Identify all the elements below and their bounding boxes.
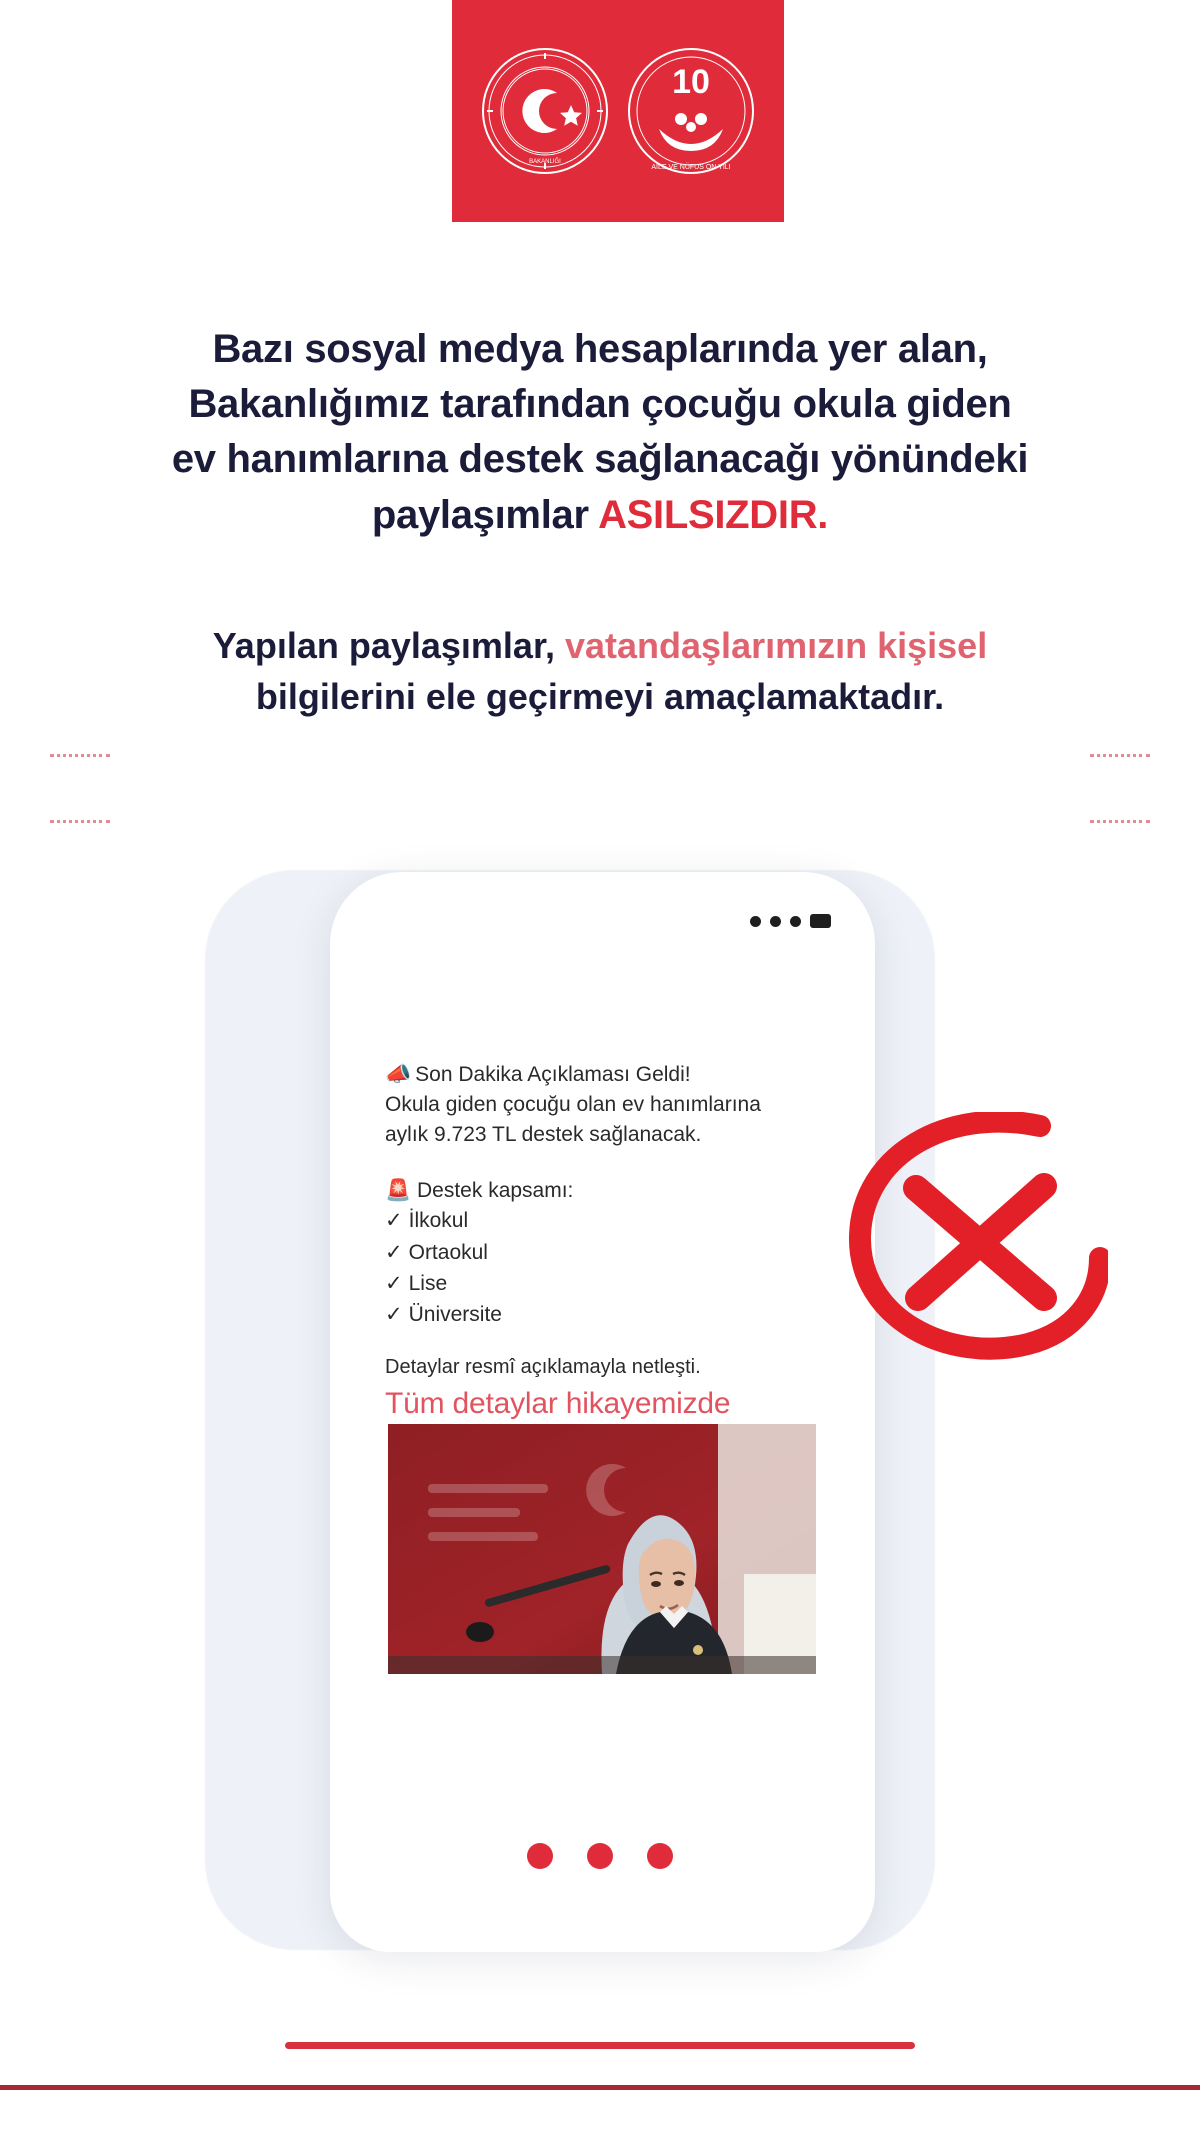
subheadline-line-1-pink: vatandaşlarımızın kişisel [564, 625, 988, 666]
status-bar [750, 914, 831, 928]
headline-line-4 [50, 488, 1150, 543]
post-scope-title [385, 1179, 825, 1203]
subheadline-block [50, 620, 1150, 722]
post-lead [385, 1060, 825, 1149]
headline-line-2: Bakanlığımız tarafından çocuğu okula giden [188, 382, 1012, 427]
dotted-divider-left [50, 754, 110, 757]
post-story-cta: Tüm detaylar hikayemizde [385, 1386, 731, 1420]
ministry-of-family-and-social-services-emblem [479, 45, 611, 177]
dotted-divider-right-2 [1090, 820, 1150, 823]
list-item [385, 1205, 825, 1236]
carousel-dot-1[interactable] [527, 1843, 553, 1869]
list-item [385, 1299, 825, 1330]
headline-line-1: Bazı sosyal medya hesaplarında yer alan, [212, 327, 988, 371]
battery-icon [810, 914, 831, 928]
list-item-label: Üniversite [408, 1302, 502, 1326]
family-and-population-decade-emblem [625, 45, 757, 177]
carousel-dots[interactable] [0, 1843, 1200, 1869]
minister-press-conference-photo [388, 1424, 816, 1674]
list-item [385, 1237, 825, 1268]
extra-dot-icon [790, 916, 801, 927]
footer-divider [285, 2042, 915, 2049]
headline-block [50, 322, 1150, 543]
check-icon: ✓ [385, 1271, 403, 1295]
siren-icon: 🚨 [385, 1179, 412, 1203]
list-item-label: Ortaokul [408, 1240, 488, 1264]
headline-line-3: ev hanımlarına destek sağlanacağı yönündeki [171, 437, 1029, 482]
carousel-dot-2[interactable] [587, 1843, 613, 1869]
check-icon: ✓ [385, 1240, 403, 1264]
subheadline-line-1-dark: Yapılan paylaşımlar, [212, 625, 565, 666]
post-detail-text: Detaylar resmî açıklamayla netleşti. [385, 1355, 701, 1378]
post-lead-line-1: Son Dakika Açıklaması Geldi! [415, 1063, 691, 1086]
list-item [385, 1268, 825, 1299]
subheadline-line-1 [50, 620, 1150, 671]
wifi-dot-icon [770, 916, 781, 927]
subheadline-line-2: bilgilerini ele geçirmeyi amaçlamaktadır. [255, 676, 945, 718]
svg-text:AİLE VE NÜFUS ON YILI: AİLE VE NÜFUS ON YILI [651, 164, 731, 171]
post-scope-list [385, 1205, 825, 1329]
list-item-label: İlkokul [408, 1209, 469, 1233]
svg-text:BAKANLIĞI: BAKANLIĞI [529, 159, 561, 165]
signal-dot-icon [750, 916, 761, 927]
dotted-divider-right [1090, 754, 1150, 757]
post-lead-line-2: Okula giden çocuğu olan ev hanımlarına [385, 1092, 761, 1116]
list-item-label: Lise [408, 1271, 448, 1295]
headline-line-4-prefix: paylaşımlar [371, 492, 599, 537]
svg-text:10: 10 [672, 63, 710, 101]
red-x-false-stamp [838, 1112, 1108, 1362]
post-lead-line-3: aylık 9.723 TL destek sağlanacak. [385, 1122, 702, 1146]
fake-post-content [385, 1060, 825, 1421]
dotted-divider-left-2 [50, 820, 110, 823]
headline-highlight: ASILSIZDIR. [598, 492, 829, 537]
post-scope-title-text: Destek kapsamı: [417, 1179, 574, 1203]
megaphone-icon: 📣 [385, 1063, 412, 1086]
carousel-dot-3[interactable] [647, 1843, 673, 1869]
check-icon: ✓ [385, 1302, 403, 1326]
ministry-logo-banner [452, 0, 784, 222]
footer-bottom-bar [0, 2085, 1200, 2090]
check-icon: ✓ [385, 1209, 403, 1233]
